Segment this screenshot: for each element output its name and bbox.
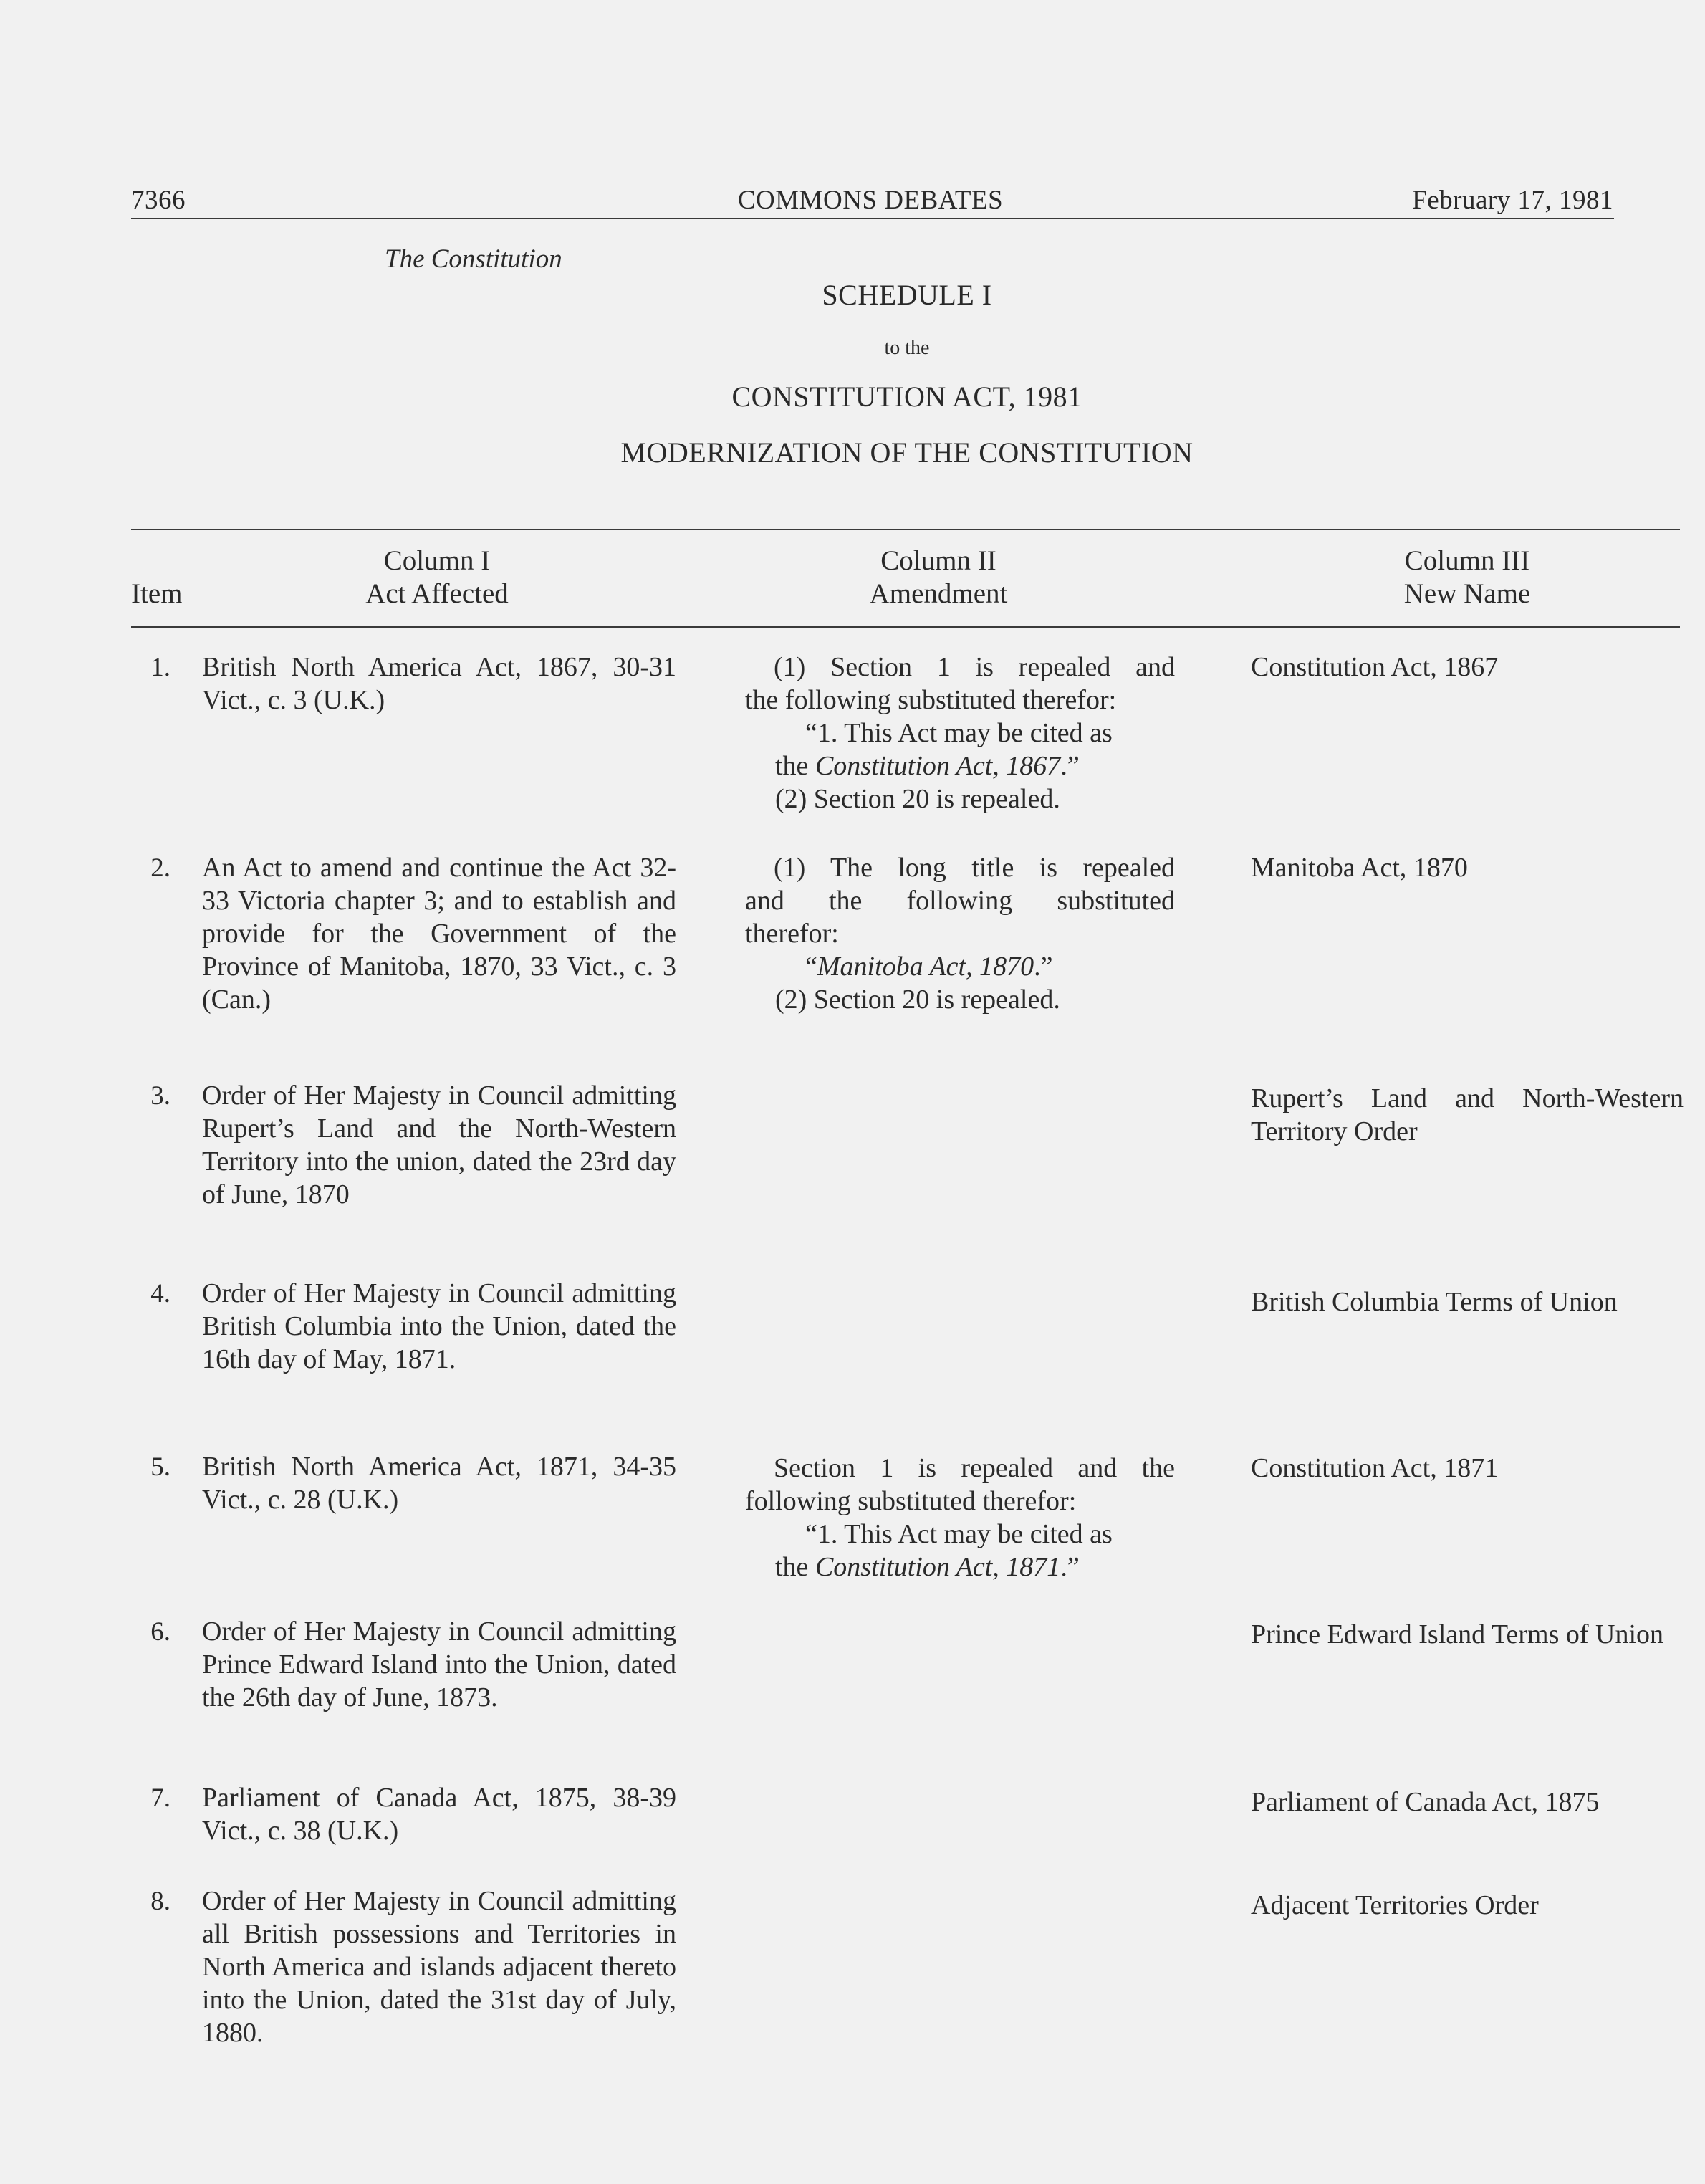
col3-header-line2: New Name bbox=[1403, 578, 1531, 609]
act-affected: British North America Act, 1867, 30-31 Vict., c. 3 (U.K.) bbox=[202, 652, 676, 715]
subtitle: MODERNIZATION OF THE CONSTITUTION bbox=[620, 436, 1194, 469]
amendment-line: and the following substituted bbox=[745, 886, 1175, 916]
new-name: Prince Edward Island Terms of Union bbox=[1251, 1619, 1664, 1649]
item-number: 5. bbox=[150, 1452, 170, 1482]
amendment-line: “1. This Act may be cited as bbox=[805, 1519, 1113, 1549]
amendment-line: Section 1 is repealed and the bbox=[774, 1453, 1175, 1483]
page-number: 7366 bbox=[131, 186, 186, 215]
col2-header bbox=[817, 545, 1060, 610]
new-name: Parliament of Canada Act, 1875 bbox=[1251, 1787, 1600, 1817]
item-number: 4. bbox=[150, 1279, 170, 1308]
act-affected: British North America Act, 1871, 34-35 Vict., c. 28 (U.K.) bbox=[202, 1452, 676, 1515]
col1-header bbox=[315, 545, 559, 610]
running-head: The Constitution bbox=[385, 244, 562, 274]
amendment-line: (1) Section 1 is repealed and bbox=[774, 652, 1175, 682]
col2-header-line2: Amendment bbox=[869, 578, 1008, 609]
new-name: Manitoba Act, 1870 bbox=[1251, 853, 1468, 883]
act-affected: Order of Her Majesty in Council admitting all British possessions and Territories in North America and islands adjacent thereto into the Union, dated the 31st day of July, 1880. bbox=[202, 1886, 676, 2048]
item-number: 6. bbox=[150, 1617, 170, 1647]
act-affected: Order of Her Majesty in Council admitting Prince Edward Island into the Union, dated the 26th day of June, 1873. bbox=[202, 1617, 676, 1713]
publication-date: February 17, 1981 bbox=[1412, 186, 1613, 215]
item-number: 7. bbox=[150, 1783, 170, 1813]
table-header-rule bbox=[131, 626, 1680, 628]
col2-header-line1: Column II bbox=[880, 545, 996, 576]
amendment bbox=[745, 651, 1175, 815]
item-number: 1. bbox=[150, 653, 170, 682]
amendment-line: the following substituted therefor: bbox=[745, 685, 1117, 715]
header-rule bbox=[131, 218, 1614, 219]
act-affected: Parliament of Canada Act, 1875, 38-39 Vict., c. 38 (U.K.) bbox=[202, 1783, 676, 1846]
amendment-citation: the Constitution Act, 1871.” bbox=[775, 1552, 1080, 1582]
amendment-citation: “Manitoba Act, 1870.” bbox=[805, 952, 1053, 982]
amendment-line: (2) Section 20 is repealed. bbox=[775, 784, 1060, 814]
amendment-line: following substituted therefor: bbox=[745, 1486, 1077, 1516]
item-number: 3. bbox=[150, 1081, 170, 1111]
new-name: Rupert’s Land and North-Western Territory Order bbox=[1251, 1083, 1684, 1146]
new-name: British Columbia Terms of Union bbox=[1251, 1287, 1618, 1317]
table-top-rule bbox=[131, 529, 1680, 530]
act-title: CONSTITUTION ACT, 1981 bbox=[731, 380, 1082, 413]
amendment-line: (2) Section 20 is repealed. bbox=[775, 985, 1060, 1015]
new-name: Adjacent Territories Order bbox=[1251, 1890, 1539, 1920]
amendment-citation: the Constitution Act, 1867.” bbox=[775, 751, 1080, 781]
col1-header-line1: Column I bbox=[383, 545, 491, 576]
to-the-label: to the bbox=[884, 337, 930, 359]
amendment bbox=[745, 1452, 1175, 1584]
amendment-line: (1) The long title is repealed bbox=[774, 853, 1175, 883]
col-item-header: Item bbox=[131, 578, 183, 609]
amendment bbox=[745, 851, 1175, 1016]
item-number: 8. bbox=[150, 1887, 170, 1916]
new-name: Constitution Act, 1867 bbox=[1251, 652, 1499, 682]
col3-header bbox=[1345, 545, 1589, 610]
col3-header-line1: Column III bbox=[1404, 545, 1530, 576]
act-affected: Order of Her Majesty in Council admitting Rupert’s Land and the North-Western Territory into the union, dated the 23rd day of June, 1870 bbox=[202, 1081, 676, 1210]
act-affected: An Act to amend and continue the Act 32-33 Victoria chapter 3; and to establish and provide for the Government of the Province of Manitoba, 1870, 33 Vict., c. 3 (Can.) bbox=[202, 853, 676, 1015]
act-affected: Order of Her Majesty in Council admitting British Columbia into the Union, dated the 16th day of May, 1871. bbox=[202, 1278, 676, 1374]
amendment-line: “1. This Act may be cited as bbox=[805, 718, 1113, 748]
amendment-line: therefor: bbox=[745, 919, 839, 949]
new-name: Constitution Act, 1871 bbox=[1251, 1453, 1499, 1483]
schedule-title: SCHEDULE I bbox=[822, 279, 992, 311]
col1-header-line2: Act Affected bbox=[365, 578, 509, 609]
item-number: 2. bbox=[150, 853, 170, 883]
publication-title: COMMONS DEBATES bbox=[737, 186, 1004, 215]
